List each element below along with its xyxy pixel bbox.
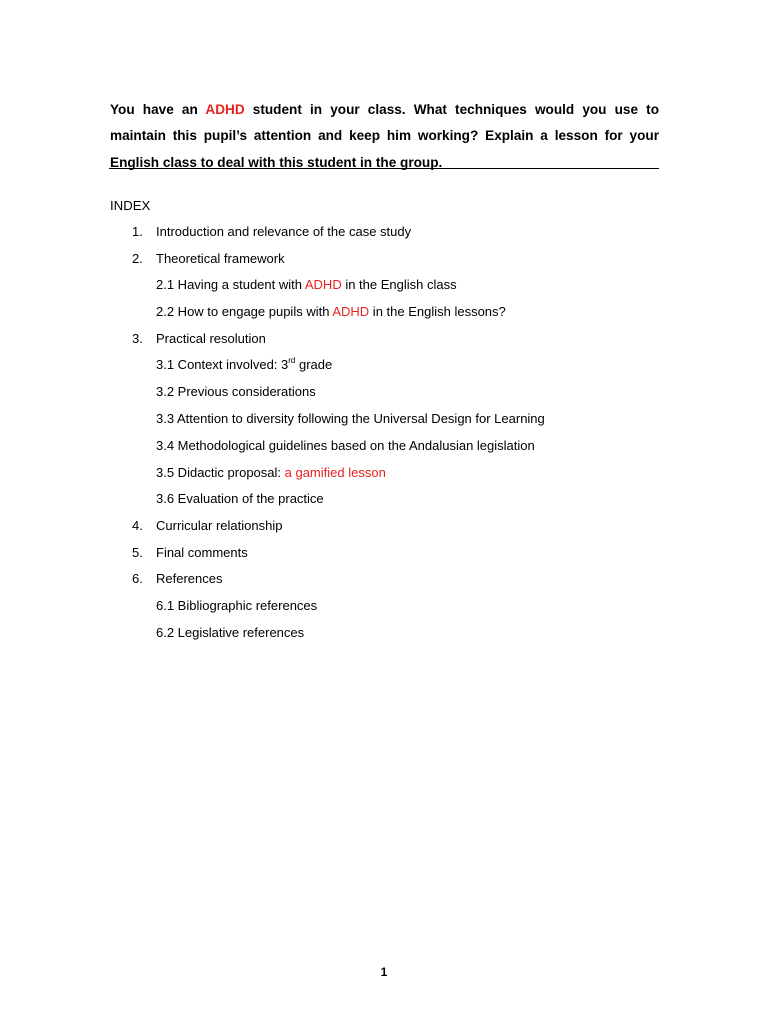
toc-item-number: 2. bbox=[132, 251, 143, 266]
toc-item-text: 3.5 Didactic proposal: bbox=[156, 465, 285, 480]
toc-item-text: grade bbox=[295, 357, 333, 372]
toc-item-number: 4. bbox=[132, 518, 143, 533]
horizontal-divider bbox=[109, 168, 659, 169]
toc-item-6-1 bbox=[156, 597, 317, 615]
toc-item-2 bbox=[132, 250, 285, 268]
question-paragraph bbox=[110, 97, 659, 177]
toc-item-number: 5. bbox=[132, 545, 143, 560]
toc-item-highlight: ADHD bbox=[304, 277, 342, 292]
index-heading: INDEX bbox=[110, 198, 151, 213]
toc-item-3-3 bbox=[156, 410, 545, 428]
toc-item-label: 3.4 Methodological guidelines based on the Andalusian legislation bbox=[156, 438, 535, 453]
toc-item-3-1 bbox=[156, 356, 332, 374]
toc-item-label: Curricular relationship bbox=[156, 518, 283, 533]
toc-item-label: Final comments bbox=[156, 545, 248, 560]
toc-item-number: 6. bbox=[132, 571, 143, 586]
toc-item-highlight: ADHD bbox=[332, 304, 370, 319]
toc-item-label: 3.6 Evaluation of the practice bbox=[156, 491, 324, 506]
toc-item-label: Practical resolution bbox=[156, 331, 266, 346]
toc-item-text: in the English lessons? bbox=[369, 304, 506, 319]
toc-item-label: 3.3 Attention to diversity following the Universal Design for Learning bbox=[156, 411, 545, 426]
toc-item-text: in the English class bbox=[341, 277, 457, 292]
toc-item-2-1 bbox=[156, 276, 457, 294]
toc-item-2-2 bbox=[156, 303, 506, 321]
toc-item-label: 6.2 Legislative references bbox=[156, 625, 305, 640]
toc-item-number: 1. bbox=[132, 224, 143, 239]
toc-item-6 bbox=[132, 570, 222, 588]
toc-item-label: 3.2 Previous considerations bbox=[156, 384, 316, 399]
toc-item-4 bbox=[132, 517, 282, 535]
toc-item-highlight: a gamified lesson bbox=[284, 465, 386, 480]
question-suffix: student in your class. What techniques would you use to maintain this pupil’s attention and keep him working? Explain a lesson for your English class to deal with this student in the group. bbox=[110, 101, 659, 170]
page-number: 1 bbox=[380, 965, 388, 979]
toc-item-3-2 bbox=[156, 383, 316, 401]
toc-item-3-5 bbox=[156, 464, 386, 482]
toc-item-text: 2.2 How to engage pupils with bbox=[156, 304, 333, 319]
toc-item-number: 3. bbox=[132, 331, 143, 346]
toc-item-text: 2.1 Having a student with bbox=[156, 277, 305, 292]
toc-item-text: 3.1 Context involved: 3 bbox=[156, 357, 289, 372]
toc-item-label: 6.1 Bibliographic references bbox=[156, 598, 318, 613]
toc-item-3 bbox=[132, 330, 266, 348]
toc-item-5 bbox=[132, 544, 248, 562]
question-prefix: You have an bbox=[110, 101, 206, 117]
toc-item-3-6 bbox=[156, 490, 324, 508]
toc-item-1 bbox=[132, 223, 411, 241]
toc-item-superscript: rd bbox=[288, 355, 296, 365]
toc-item-label: References bbox=[156, 571, 223, 586]
question-highlight-adhd: ADHD bbox=[205, 101, 245, 117]
toc-item-label: Introduction and relevance of the case study bbox=[156, 224, 412, 239]
toc-item-6-2 bbox=[156, 624, 304, 642]
toc-item-3-4 bbox=[156, 437, 535, 455]
toc-item-label: Theoretical framework bbox=[156, 251, 285, 266]
